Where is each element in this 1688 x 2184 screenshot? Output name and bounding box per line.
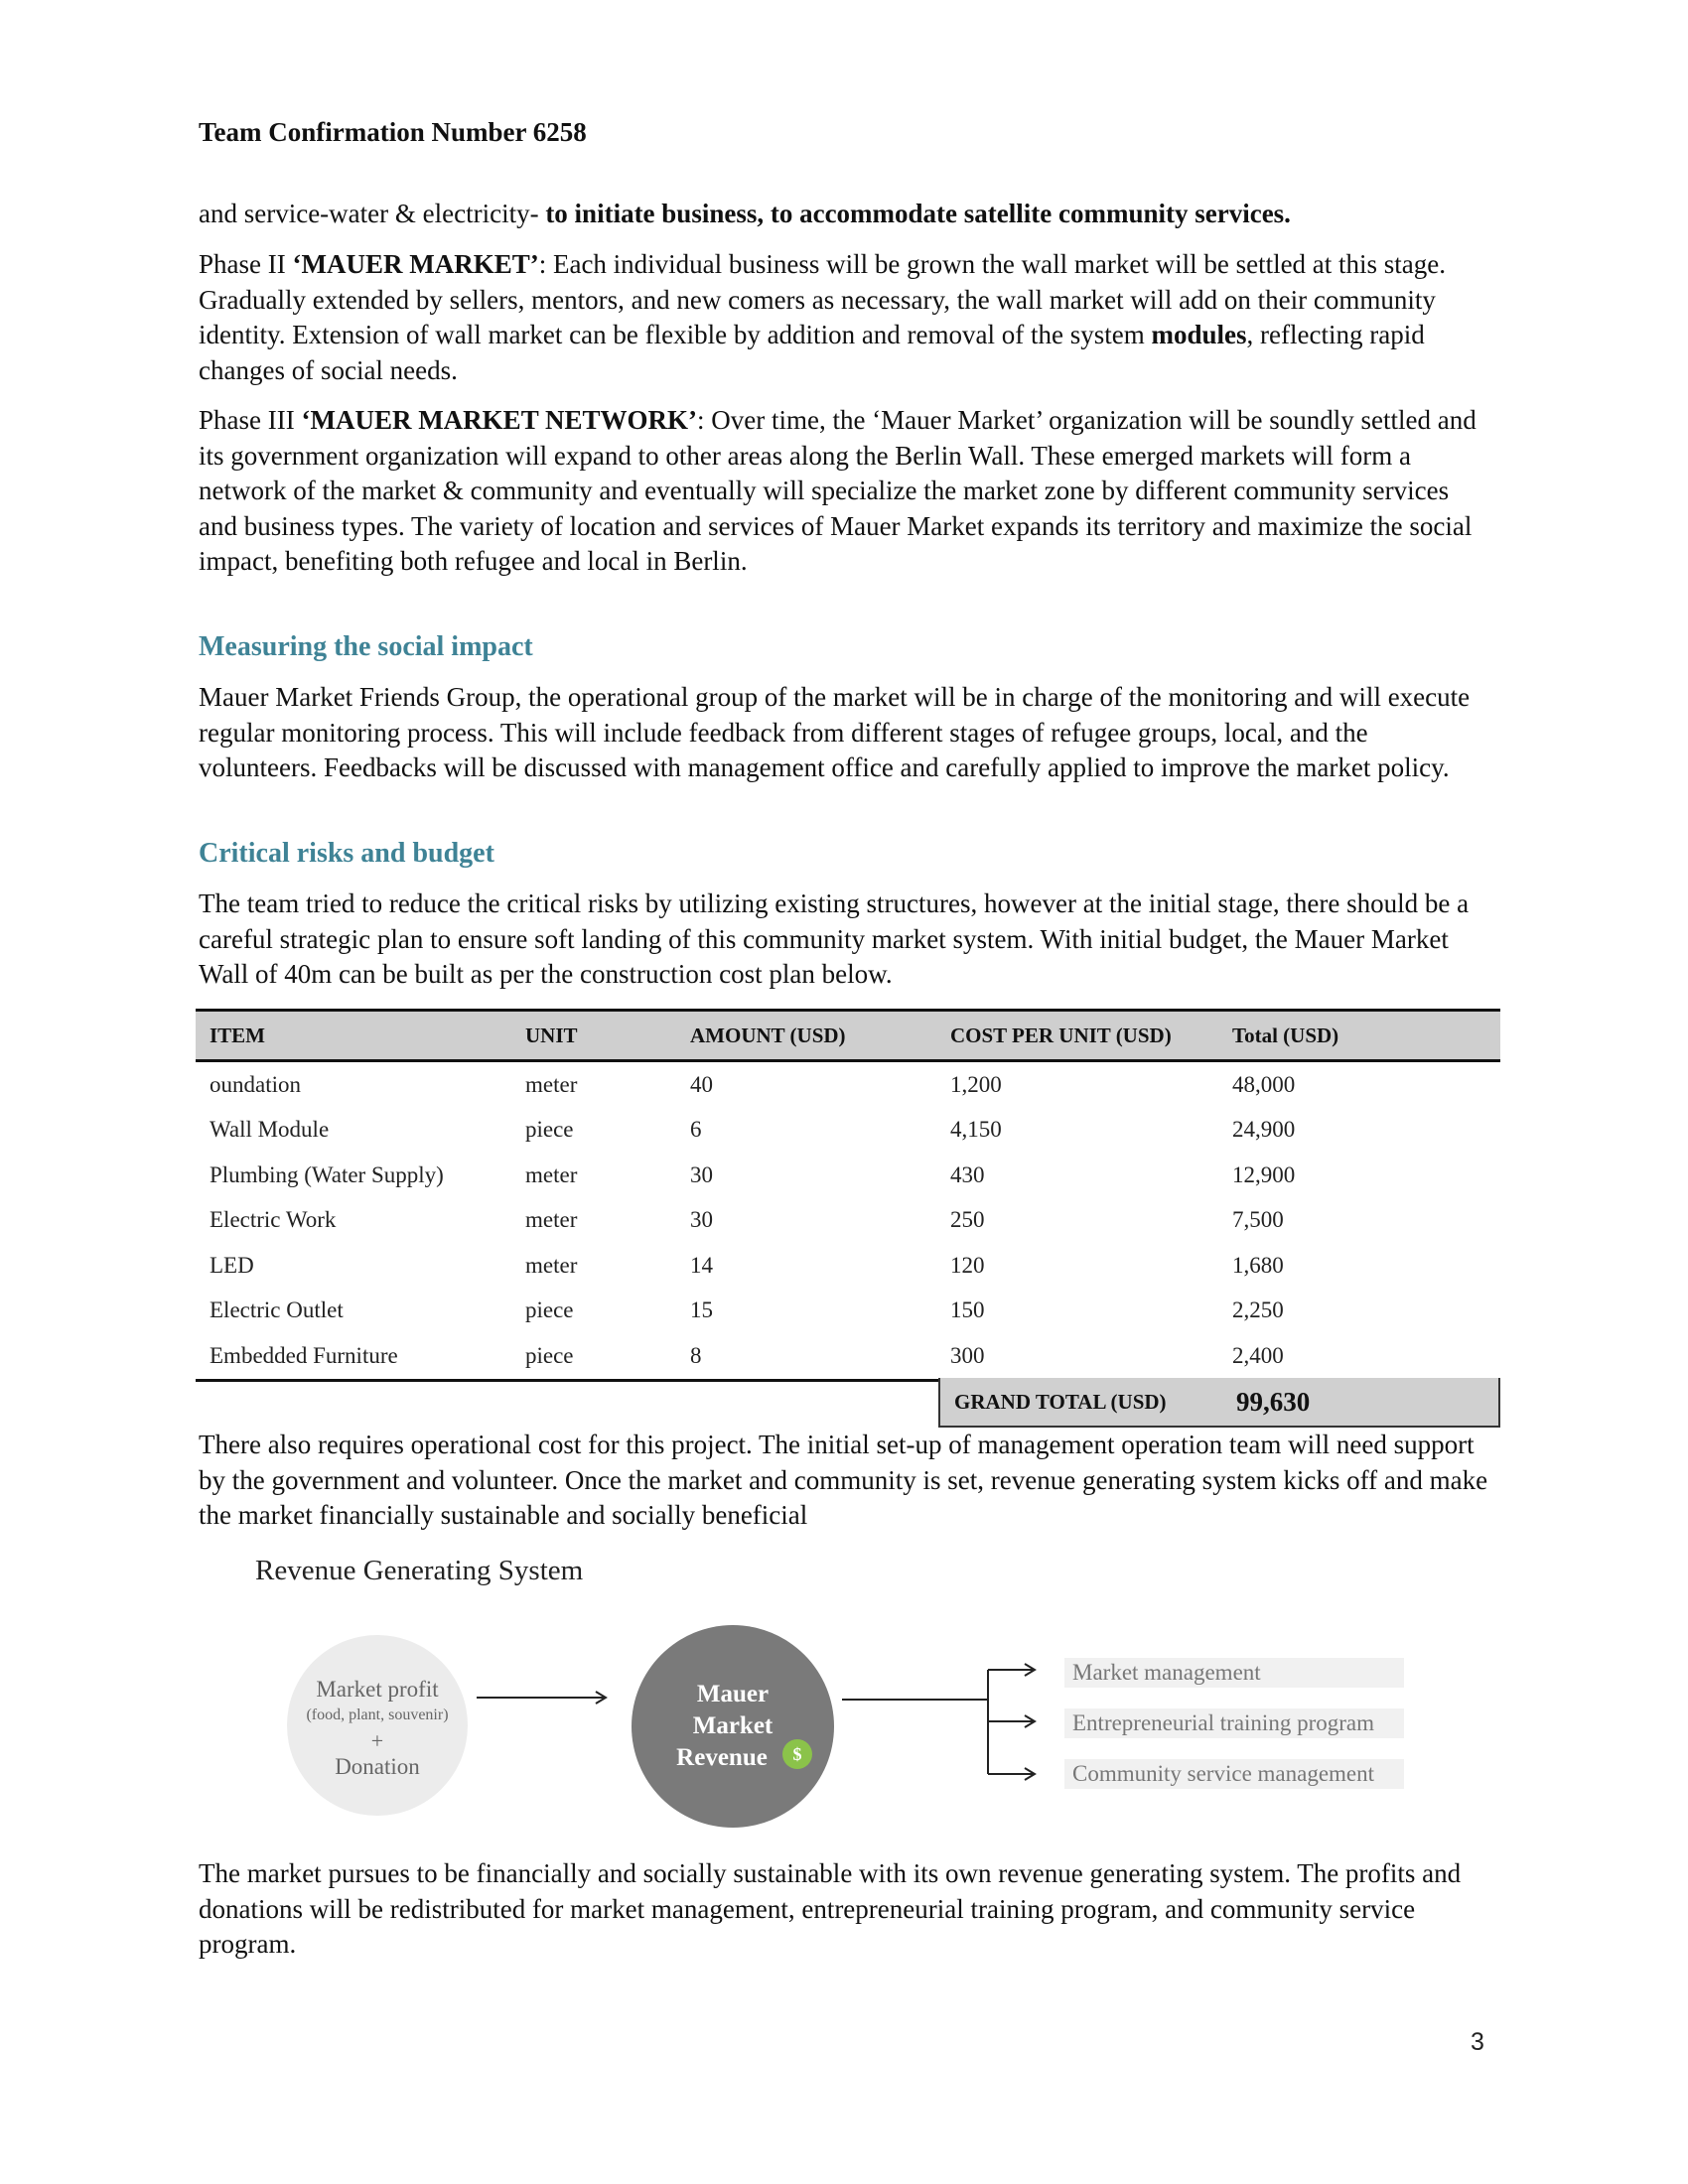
output-community-service: Community service management: [1064, 1759, 1404, 1789]
source-plus: +: [370, 1728, 384, 1753]
cell-item: Electric Outlet: [210, 1297, 344, 1323]
heading-social-impact: Measuring the social impact: [199, 631, 533, 662]
cell-total: 24,900: [1232, 1117, 1296, 1143]
cell-amount: 40: [690, 1071, 713, 1097]
col-header-cost-per-unit: COST PER UNIT (USD): [936, 1011, 1218, 1061]
grand-total-value: 99,630: [1236, 1386, 1311, 1417]
cell-amount: 15: [690, 1297, 713, 1323]
cell-total: 1,680: [1232, 1252, 1284, 1278]
cell-cost: 150: [950, 1297, 985, 1323]
phase2-bold-word: modules: [1151, 320, 1247, 349]
phase3-name: ‘MAUER MARKET NETWORK’: [301, 405, 697, 435]
phase2-text: : Each individual business will be grown the wall market will be settled at this stage. Gradually extended by sellers, mentors, and new comers as necessary, the wall market will add on their community identity. Extension of wall market can be flexible by addition and removal of the system: [199, 249, 1447, 349]
cell-item: LED: [210, 1252, 254, 1278]
center-line-3: Revenue: [676, 1744, 768, 1771]
col-header-amount: AMOUNT (USD): [676, 1011, 936, 1061]
cell-unit: meter: [525, 1161, 578, 1187]
cell-total: 48,000: [1232, 1071, 1296, 1097]
cell-cost: 300: [936, 1333, 1218, 1380]
output-market-management: Market management: [1064, 1658, 1404, 1688]
cell-amount: 6: [690, 1117, 702, 1143]
phase2-text-end: , reflecting rapid changes of social needs.: [199, 320, 1425, 385]
cell-total: 7,500: [1232, 1207, 1284, 1233]
center-line-1: Mauer: [696, 1681, 770, 1707]
source-market-profit: Market profit: [316, 1677, 439, 1702]
cell-unit: piece: [525, 1117, 574, 1143]
closing-paragraph: The market pursues to be financially and socially sustainable with its own revenue generating system. The profits and donations will be redistributed for market management, entrepreneurial training program, and community service program.: [199, 1858, 1462, 1959]
cell-amount: 30: [690, 1207, 713, 1233]
risks-budget-paragraph: The team tried to reduce the critical risks by utilizing existing structures, however at the initial stage, there should be a careful strategic plan to ensure soft landing of this community market system. With initial budget, the Mauer Market Wall of 40m can be built as per the construction cost plan below.: [199, 888, 1470, 989]
phase2-name: ‘MAUER MARKET’: [292, 249, 539, 279]
grand-total-label: GRAND TOTAL (USD): [954, 1389, 1167, 1414]
cell-cost: 430: [950, 1161, 985, 1187]
social-impact-paragraph: Mauer Market Friends Group, the operational group of the market will be in charge of the monitoring and will execute regular monitoring process. This will include feedback from different stages of refugee groups, local, and the volunteers. Feedbacks will be discussed with management office and carefully applied to improve the market policy.: [199, 682, 1471, 782]
phase2-prefix: Phase II: [199, 249, 293, 279]
cell-cost: 1,200: [950, 1071, 1002, 1097]
page-header: Team Confirmation Number 6258: [199, 117, 587, 147]
cell-item: Embedded Furniture: [196, 1333, 511, 1380]
heading-risks-budget: Critical risks and budget: [199, 838, 494, 869]
source-profit-detail: (food, plant, souvenir): [306, 1706, 449, 1723]
output-entrepreneurial-training: Entrepreneurial training program: [1064, 1708, 1404, 1738]
cell-total: 12,900: [1232, 1161, 1296, 1187]
money-bag-icon: $: [782, 1739, 812, 1769]
phase3-prefix: Phase III: [199, 405, 302, 435]
cell-item: Electric Work: [210, 1207, 337, 1233]
cell-unit: piece: [511, 1333, 676, 1380]
cell-amount: 8: [676, 1333, 936, 1380]
cell-item: Wall Module: [210, 1117, 330, 1143]
center-line-2: Market: [692, 1712, 774, 1739]
cell-cost: 120: [950, 1252, 985, 1278]
intro-bold-text: to initiate business, to accommodate satellite community services.: [545, 199, 1291, 228]
cell-unit: piece: [525, 1297, 574, 1323]
cell-item: oundation: [210, 1071, 301, 1097]
cell-unit: meter: [525, 1071, 578, 1097]
cell-total: 2,400: [1218, 1333, 1500, 1380]
phase3-text: : Over time, the ‘Mauer Market’ organization will be soundly settled and its government organization will expand to other areas along the Berlin Wall. These emerged markets will form a network of the market & community and eventually will specialize the market zone by different community services and business types. The variety of location and services of Mauer Market expands its territory and maximize the social impact, benefiting both refugee and local in Berlin.: [199, 405, 1477, 576]
cell-amount: 30: [690, 1161, 713, 1187]
col-header-item: ITEM: [196, 1011, 511, 1061]
intro-text: and service-water & electricity-: [199, 199, 546, 228]
col-header-total: Total (USD): [1218, 1011, 1500, 1061]
page-number: 3: [1471, 2028, 1484, 2056]
cell-amount: 14: [690, 1252, 713, 1278]
cell-cost: 250: [950, 1207, 985, 1233]
source-donation: Donation: [335, 1754, 420, 1779]
cell-cost: 4,150: [950, 1117, 1002, 1143]
operational-paragraph: There also requires operational cost for this project. The initial set-up of management operation team will need support by the government and volunteer. Once the market and community is set, revenue generating system kicks off and make the market financially sustainable and socially beneficial: [199, 1430, 1488, 1530]
diagram-title: Revenue Generating System: [255, 1555, 584, 1586]
col-header-unit: UNIT: [511, 1011, 676, 1061]
cell-unit: meter: [525, 1252, 578, 1278]
cell-total: 2,250: [1232, 1297, 1284, 1323]
cell-unit: meter: [525, 1207, 578, 1233]
cell-item: Plumbing (Water Supply): [210, 1161, 444, 1187]
